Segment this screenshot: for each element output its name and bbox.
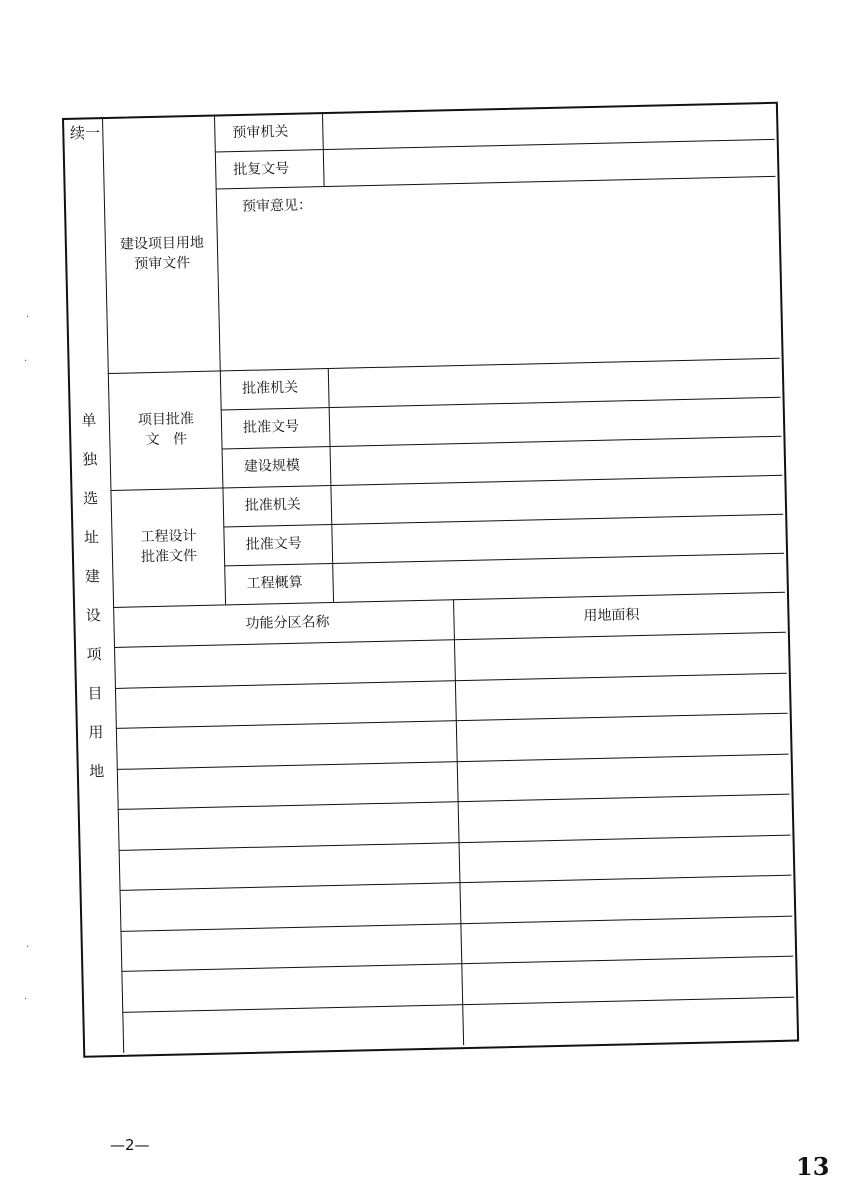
review-opinion-label: 预审意见： <box>241 197 313 215</box>
approval-authority-label: 批准机关 <box>244 496 302 514</box>
sidebar-char: 地 <box>89 762 105 781</box>
sidebar-char: 选 <box>82 489 99 508</box>
sidebar-char: 单 <box>81 411 97 430</box>
project-approval-title: 项目批准 文 件 <box>137 411 195 449</box>
approval-authority-label: 批准机关 <box>242 379 299 397</box>
sidebar-char: 目 <box>87 684 103 703</box>
land-area-header: 用地面积 <box>583 607 640 625</box>
project-estimate-label: 工程概算 <box>246 574 303 592</box>
scan-page-number: 13 <box>796 1152 830 1181</box>
sidebar-char: 用 <box>88 723 104 742</box>
sidebar-char: 项 <box>86 645 102 664</box>
scan-speck: · <box>24 994 28 1005</box>
approval-form-table <box>62 102 799 1058</box>
scan-speck: · <box>24 356 28 367</box>
scan-speck: · <box>26 312 30 323</box>
zone-name-header: 功能分区名称 <box>245 614 330 632</box>
page-number-dash: —2— <box>110 1136 150 1154</box>
scan-speck: · <box>26 942 30 953</box>
approval-number-label: 批准文号 <box>245 535 302 553</box>
sidebar-char: 设 <box>85 606 101 625</box>
approval-number-label: 批复文号 <box>233 160 290 179</box>
sidebar-char: 独 <box>82 450 98 469</box>
review-authority-label: 预审机关 <box>232 123 289 142</box>
sidebar-char: 址 <box>83 528 100 547</box>
approval-number-label: 批准文号 <box>242 418 300 436</box>
construction-scale-label: 建设规模 <box>243 457 301 475</box>
engineering-design-title: 工程设计 批准文件 <box>140 528 198 566</box>
sidebar-char: 建 <box>84 567 101 586</box>
preliminary-review-title: 建设项目用地 预审文件 <box>119 234 205 273</box>
continuation-label: 续一 <box>70 124 101 142</box>
